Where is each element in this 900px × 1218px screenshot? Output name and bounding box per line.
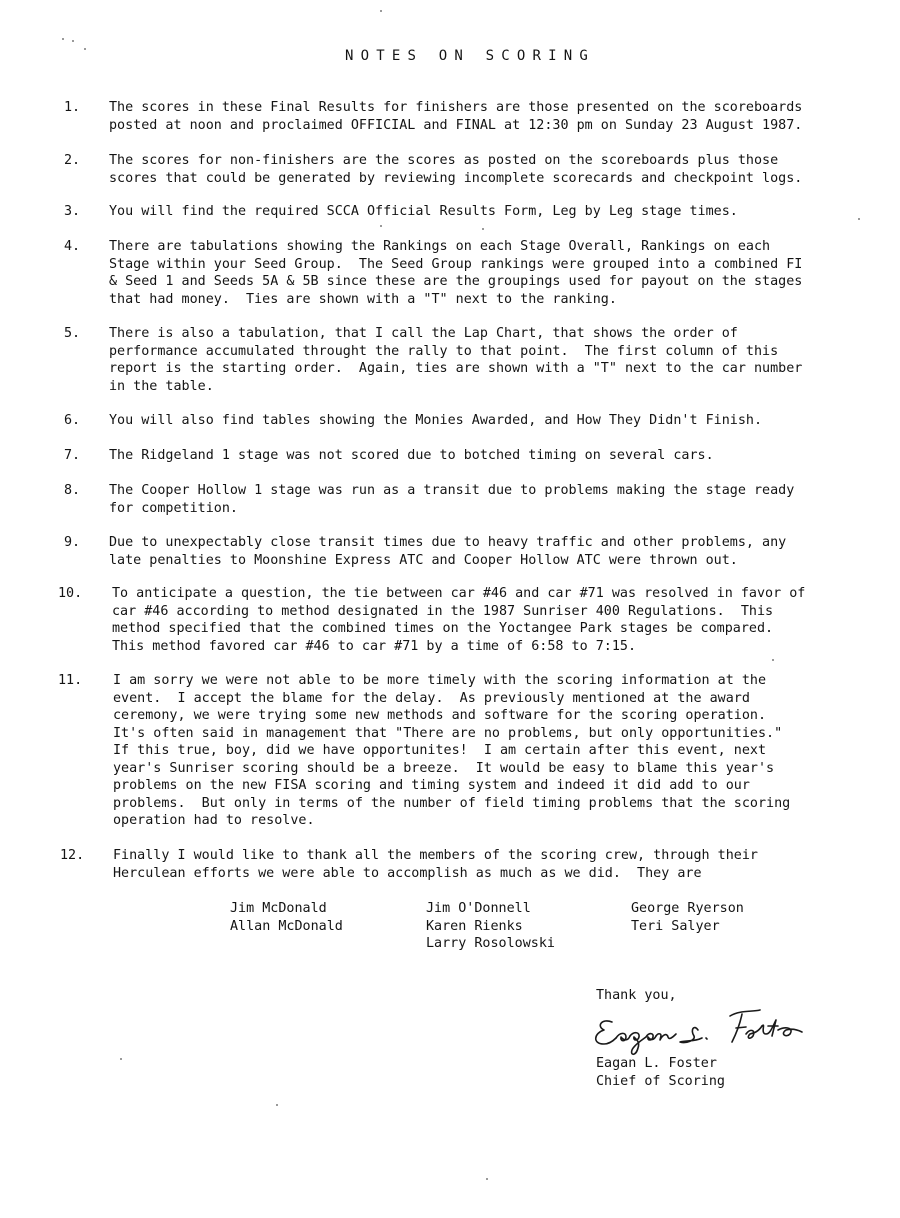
note-line: Herculean efforts we were able to accomplish as much as we did. They are <box>113 865 702 881</box>
note-line: event. I accept the blame for the delay. As previously mentioned at the award <box>113 690 750 706</box>
note-line: The scores for non-finishers are the scores as posted on the scoreboards plus those <box>109 153 779 168</box>
closing-salutation: Thank you, <box>596 988 677 1003</box>
note-number: 8. <box>64 483 81 498</box>
note-line: If this true, boy, did we have opportunites! I am certain after this event, next <box>113 743 767 758</box>
scan-speck <box>380 225 382 227</box>
note-line: There is also a tabulation, that I call the Lap Chart, that shows the order of <box>109 326 738 341</box>
crew-member: Larry Rosolowski <box>426 936 555 951</box>
note-text <box>109 325 889 395</box>
note-line: in the table. <box>109 378 214 394</box>
note-line: To anticipate a question, the tie between car #46 and car #71 was resolved in favor of <box>112 586 806 601</box>
note-text <box>109 534 889 569</box>
handwritten-signature <box>590 1000 805 1060</box>
note-line: There are tabulations showing the Rankings on each Stage Overall, Rankings on each <box>109 239 771 254</box>
note-number: 6. <box>64 413 81 428</box>
note-text <box>109 99 889 134</box>
note-number: 3. <box>64 204 81 219</box>
note-text <box>109 447 889 465</box>
note-line: problems. But only in terms of the number of field timing problems that the scoring <box>113 795 791 811</box>
note-number: 12. <box>60 848 85 863</box>
note-line: for competition. <box>109 500 238 516</box>
scan-speck <box>482 228 484 230</box>
note-number: 2. <box>64 153 81 168</box>
note-line: I am sorry we were not able to be more timely with the scoring information at the <box>113 673 767 688</box>
crew-member: Jim O'Donnell <box>426 901 531 916</box>
note-number: 5. <box>64 326 81 341</box>
page-title: NOTES ON SCORING <box>344 48 596 64</box>
note-line: posted at noon and proclaimed OFFICIAL and FINAL at 12:30 pm on Sunday 23 August 1987. <box>109 117 803 133</box>
scan-speck <box>276 1104 278 1106</box>
scan-speck <box>120 1058 122 1060</box>
note-number: 1. <box>64 100 81 115</box>
note-text <box>109 238 889 308</box>
note-line: & Seed 1 and Seeds 5A & 5B since these are the groupings used for payout on the stages <box>109 274 803 289</box>
note-number: 9. <box>64 535 81 550</box>
note-line: report is the starting order. Again, ties are shown with a "T" next to the car number <box>109 361 803 376</box>
crew-member: George Ryerson <box>631 901 744 916</box>
note-line: problems on the new FISA scoring and timing system and indeed it did add to our <box>113 778 750 793</box>
crew-column-3 <box>631 900 744 935</box>
crew-column-1 <box>230 900 343 935</box>
crew-member: Allan McDonald <box>230 918 343 934</box>
note-line: that had money. Ties are shown with a "T" next to the ranking. <box>109 291 617 307</box>
scan-speck <box>84 48 86 50</box>
note-line: year's Sunriser scoring should be a breeze. It would be easy to blame this year's <box>113 760 775 776</box>
signer-position: Chief of Scoring <box>596 1074 725 1089</box>
scan-speck <box>486 1178 488 1180</box>
crew-member: Jim McDonald <box>230 901 327 916</box>
note-line: You will find the required SCCA Official Results Form, Leg by Leg stage times. <box>109 204 738 219</box>
note-line: method specified that the combined times on the Yoctangee Park stages be compared. <box>112 621 774 636</box>
note-line: Finally I would like to thank all the members of the scoring crew, through their <box>113 848 758 863</box>
note-line: This method favored car #46 to car #71 by a time of 6:58 to 7:15. <box>112 638 637 654</box>
note-number: 4. <box>64 239 81 254</box>
crew-column-2 <box>426 900 555 953</box>
signer-name: Eagan L. Foster <box>596 1056 717 1071</box>
note-line: late penalties to Moonshine Express ATC and Cooper Hollow ATC were thrown out. <box>109 552 738 568</box>
note-line: It's often said in management that "There are no problems, but only opportunities." <box>113 725 783 741</box>
note-line: The Ridgeland 1 stage was not scored due to botched timing on several cars. <box>109 448 714 463</box>
scan-speck <box>72 40 74 42</box>
note-text <box>113 672 893 830</box>
note-line: Due to unexpectably close transit times due to heavy traffic and other problems, any <box>109 535 787 550</box>
note-number: 10. <box>58 586 83 601</box>
note-line: The scores in these Final Results for finishers are those presented on the scoreboards <box>109 100 803 115</box>
scan-speck <box>62 38 64 40</box>
note-line: car #46 according to method designated in the 1987 Sunriser 400 Regulations. This <box>112 603 774 619</box>
note-line: performance accumulated throught the rally to that point. The first column of this <box>109 343 779 359</box>
note-line: ceremony, we were trying some new methods and software for the scoring operation. <box>113 708 767 723</box>
crew-member: Teri Salyer <box>631 918 720 934</box>
note-text <box>109 482 889 517</box>
note-line: Stage within your Seed Group. The Seed Group rankings were grouped into a combined FI <box>109 256 803 272</box>
note-number: 7. <box>64 448 81 463</box>
note-line: operation had to resolve. <box>113 813 315 828</box>
note-text <box>109 203 889 221</box>
note-number: 11. <box>58 673 83 688</box>
scan-speck <box>858 218 860 220</box>
scan-speck <box>772 659 774 661</box>
note-line: You will also find tables showing the Monies Awarded, and How They Didn't Finish. <box>109 413 763 428</box>
note-line: The Cooper Hollow 1 stage was run as a transit due to problems making the stage ready <box>109 483 795 498</box>
crew-member: Karen Rienks <box>426 918 523 934</box>
scan-speck <box>380 10 382 12</box>
note-text <box>109 152 889 187</box>
note-text <box>112 585 892 655</box>
note-text <box>113 847 893 882</box>
note-text <box>109 412 889 430</box>
note-line: scores that could be generated by reviewing incomplete scorecards and checkpoint logs. <box>109 170 803 186</box>
